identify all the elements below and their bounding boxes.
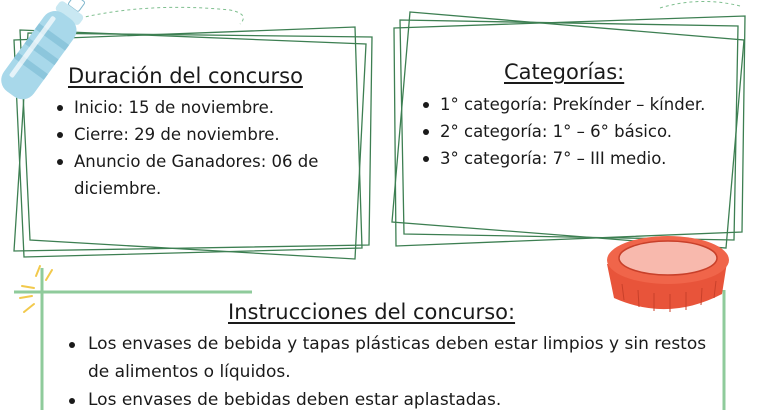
card-categorias-title: Categorías: bbox=[504, 60, 625, 84]
list-item: 2° categoría: 1° – 6° básico. bbox=[420, 118, 740, 145]
bottle-cap-icon bbox=[607, 236, 729, 312]
list-item: Inicio: 15 de noviembre. bbox=[54, 94, 354, 121]
list-item: 1° categoría: Prekínder – kínder. bbox=[420, 91, 740, 118]
card-instrucciones-list bbox=[64, 330, 714, 414]
list-item: Los envases de bebida y tapas plásticas deben estar limpios y sin restos de alimentos o líquidos. bbox=[64, 330, 714, 386]
list-item: Cierre: 29 de noviembre. bbox=[54, 121, 354, 148]
sparkle-icon bbox=[20, 266, 52, 312]
card-categorias-list bbox=[420, 91, 740, 172]
doodle-line bbox=[80, 7, 243, 24]
list-item: Los envases de bebidas deben estar aplastadas. bbox=[64, 386, 714, 414]
card-instrucciones-title: Instrucciones del concurso: bbox=[228, 300, 516, 324]
card-duracion-title: Duración del concurso bbox=[68, 64, 303, 88]
list-item: Anuncio de Ganadores: 06 de diciembre. bbox=[54, 148, 354, 202]
card-duracion-list bbox=[54, 94, 354, 202]
list-item: 3° categoría: 7° – III medio. bbox=[420, 145, 740, 172]
doodle-line bbox=[660, 1, 740, 8]
